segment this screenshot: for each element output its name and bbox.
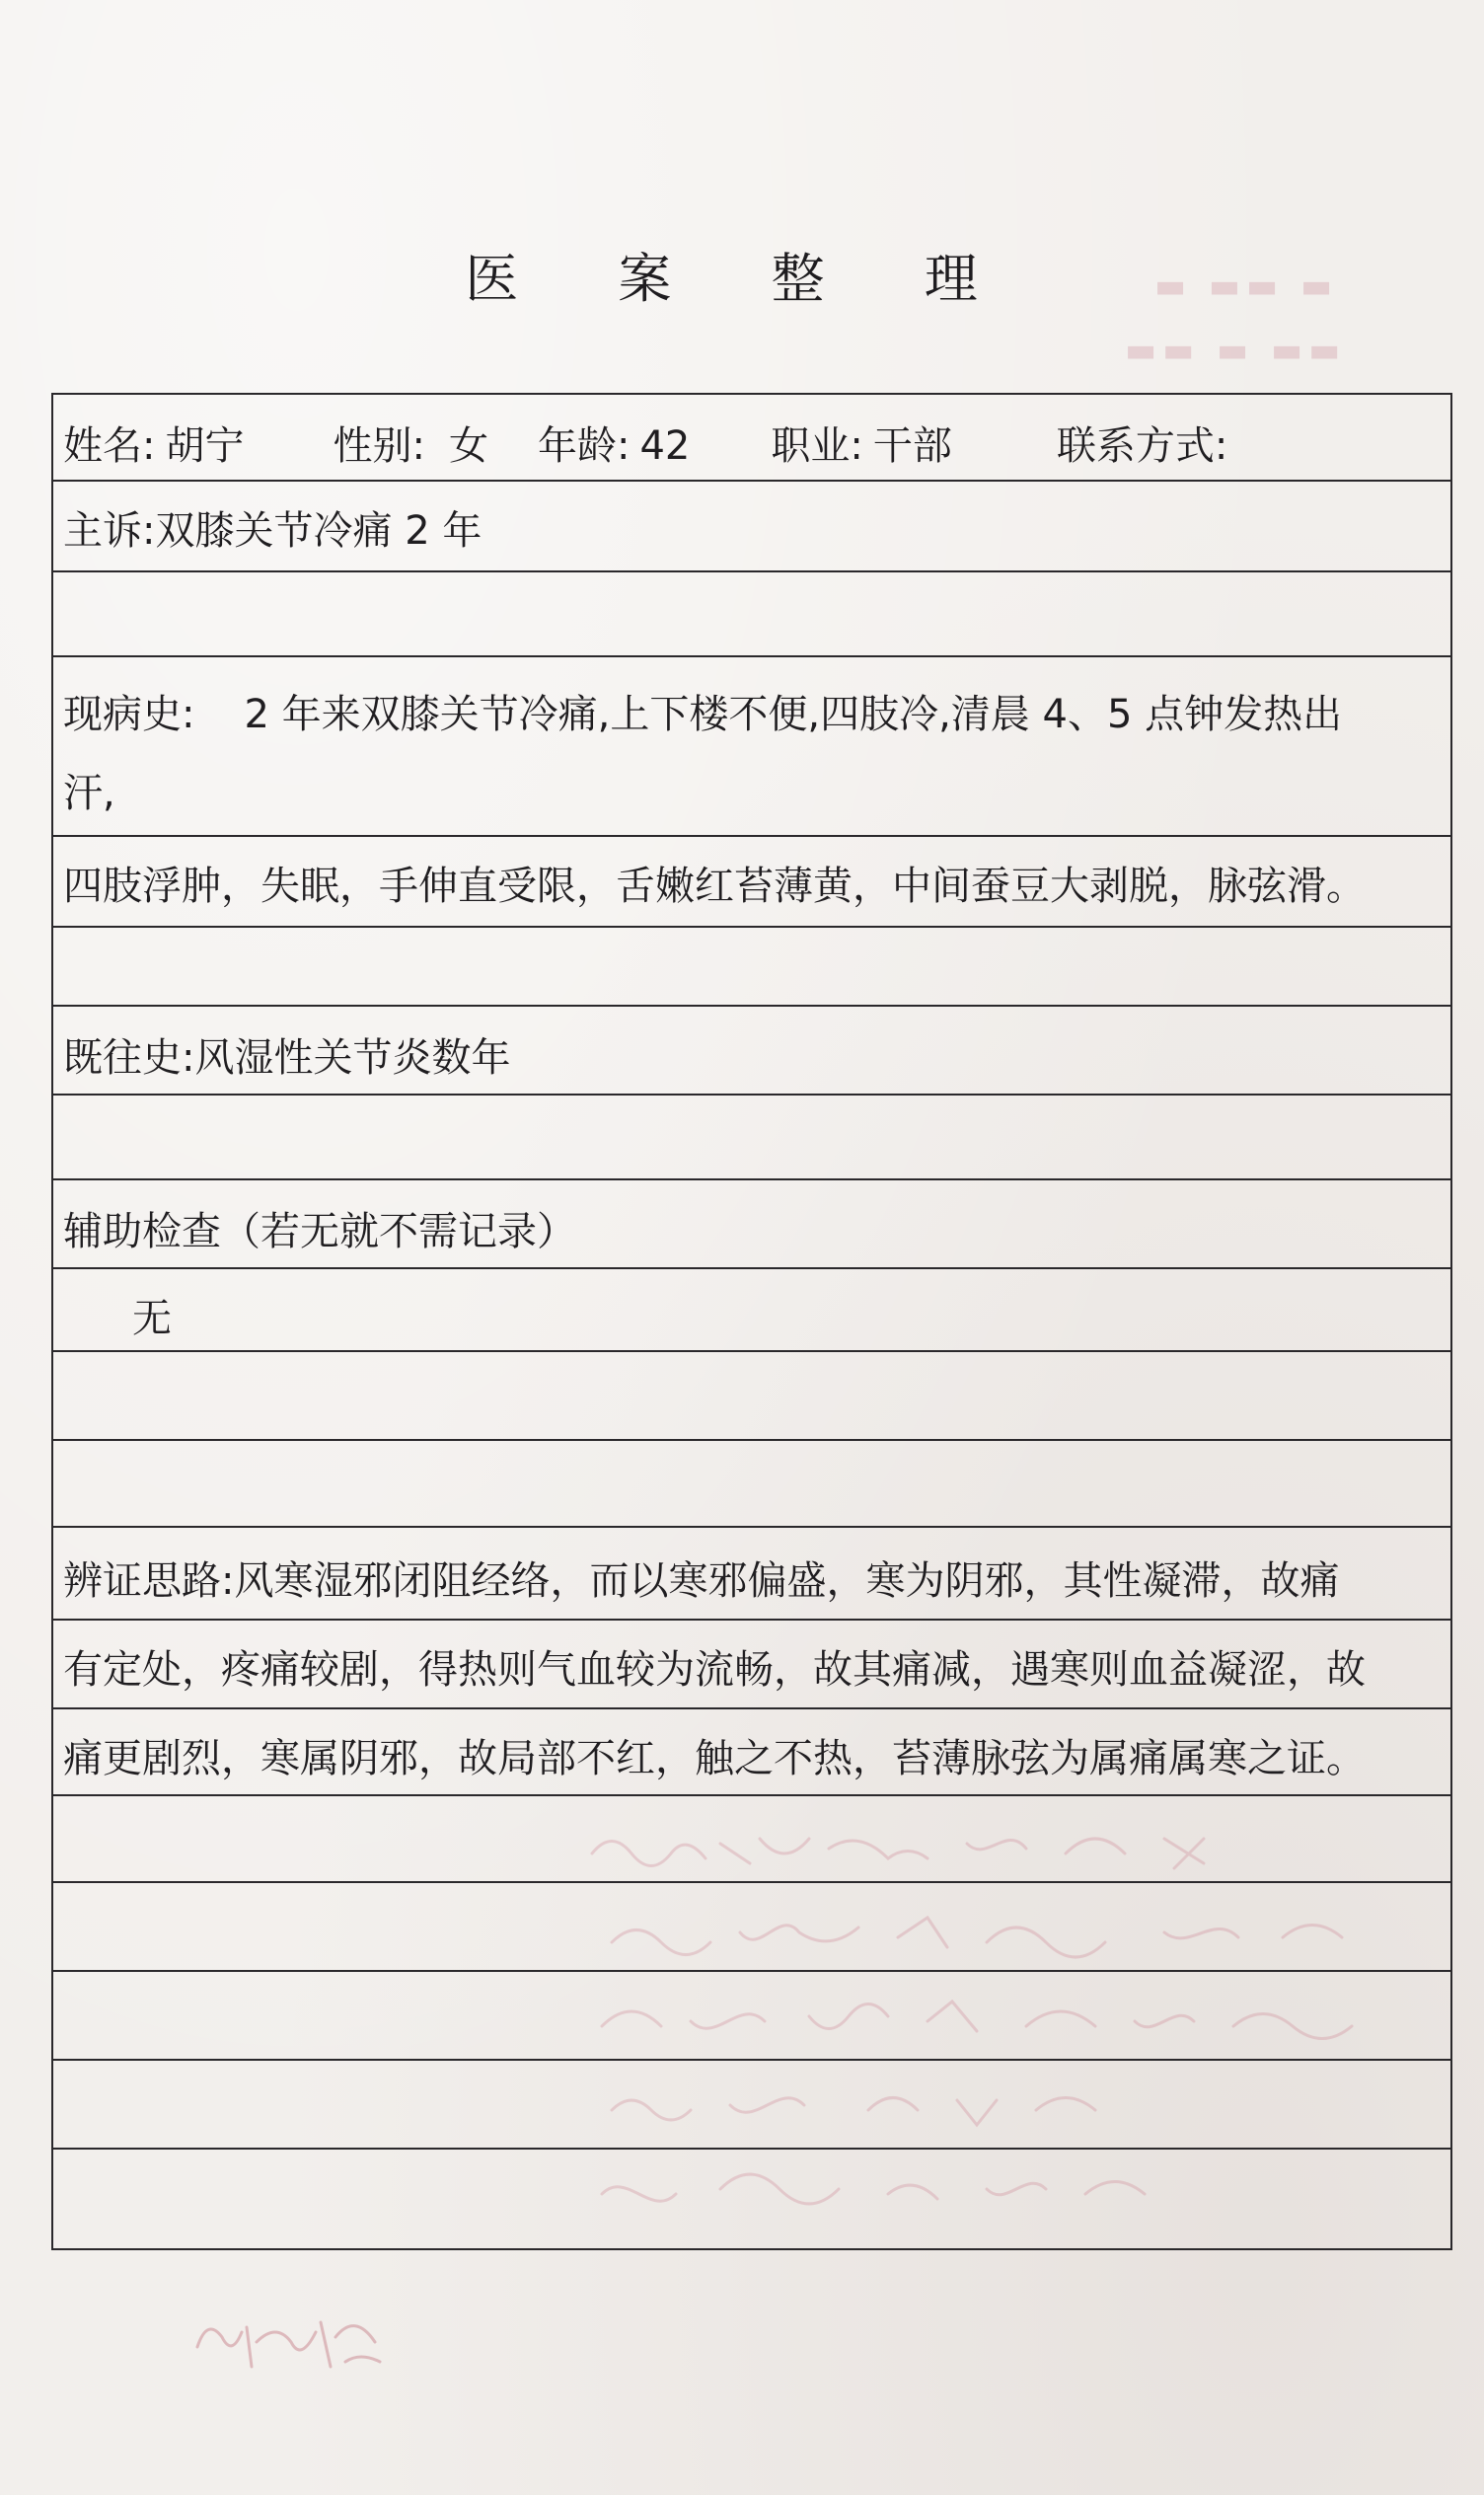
patient-occupation: 干部: [872, 423, 952, 469]
row-divider: [51, 1267, 1452, 1269]
bleed-through-text: ▬▬ ▬ ▬▬: [1125, 331, 1347, 370]
name-label: 姓名:: [63, 423, 156, 469]
present-illness-line-1: 2 年来双膝关节冷痛,上下楼不便,四肢冷,清晨 4、5 点钟发热出: [244, 692, 1343, 737]
form-bottom-border: [51, 2248, 1452, 2250]
bleed-through-handwriting: [572, 1814, 1441, 2248]
present-illness-label: 现病史:: [63, 692, 195, 737]
page-title: 医 案 整 理: [465, 248, 1019, 310]
row-divider: [51, 1178, 1452, 1180]
row-divider: [51, 1005, 1452, 1007]
age-label: 年龄:: [537, 423, 631, 469]
row-divider: [51, 655, 1452, 657]
patient-name: 胡宁: [165, 423, 245, 469]
differentiation-row: [63, 1550, 1339, 1606]
contact-label: 联系方式:: [1056, 423, 1228, 469]
differentiation-label: 辨证思路:: [63, 1558, 235, 1604]
row-divider: [51, 1526, 1452, 1528]
complaint-row: [63, 499, 482, 556]
form-top-border: [51, 393, 1452, 395]
row-divider: [51, 1350, 1452, 1352]
row-divider: [51, 1619, 1452, 1621]
present-illness-line-2: 汗,: [63, 771, 115, 816]
row-divider: [51, 835, 1452, 837]
past-history-row: [63, 1026, 510, 1083]
complaint-text: 双膝关节冷痛 2 年: [155, 508, 482, 554]
row-divider: [51, 1094, 1452, 1096]
signature-mark: [187, 2288, 395, 2386]
present-illness-row: [63, 683, 1342, 739]
occupation-label: 职业:: [771, 423, 863, 469]
past-history-text: 风湿性关节炎数年: [194, 1035, 511, 1081]
present-illness-line-3: 四肢浮肿，失眠，手伸直受限，舌嫩红苔薄黄，中间蚕豆大剥脱，脉弦滑。: [63, 864, 1366, 909]
auxiliary-label: 辅助检查（若无就不需记录）: [63, 1209, 576, 1254]
patient-sex: 女: [448, 423, 488, 469]
row-divider: [51, 480, 1452, 482]
patient-info-row: [63, 415, 1237, 471]
past-history-label: 既往史:: [63, 1035, 195, 1081]
patient-age: 42: [639, 423, 691, 469]
row-divider: [51, 1439, 1452, 1441]
row-divider: [51, 570, 1452, 572]
row-divider: [51, 1794, 1452, 1796]
row-divider: [51, 926, 1452, 928]
differentiation-line-2: 有定处，疼痛较剧，得热则气血较为流畅，故其痛减，遇寒则血益凝涩，故: [63, 1647, 1366, 1693]
differentiation-line-3: 痛更剧烈，寒属阴邪，故局部不红，触之不热，苔薄脉弦为属痛属寒之证。: [63, 1736, 1366, 1781]
sex-label: 性别:: [333, 423, 425, 469]
row-divider: [51, 1707, 1452, 1709]
auxiliary-text: 无: [132, 1296, 172, 1341]
bleed-through-text: ▬ ▬▬ ▬: [1154, 266, 1339, 306]
complaint-label: 主诉:: [63, 508, 156, 554]
differentiation-line-1: 风寒湿邪闭阻经络，而以寒邪偏盛，寒为阴邪，其性凝滞，故痛: [234, 1558, 1340, 1604]
